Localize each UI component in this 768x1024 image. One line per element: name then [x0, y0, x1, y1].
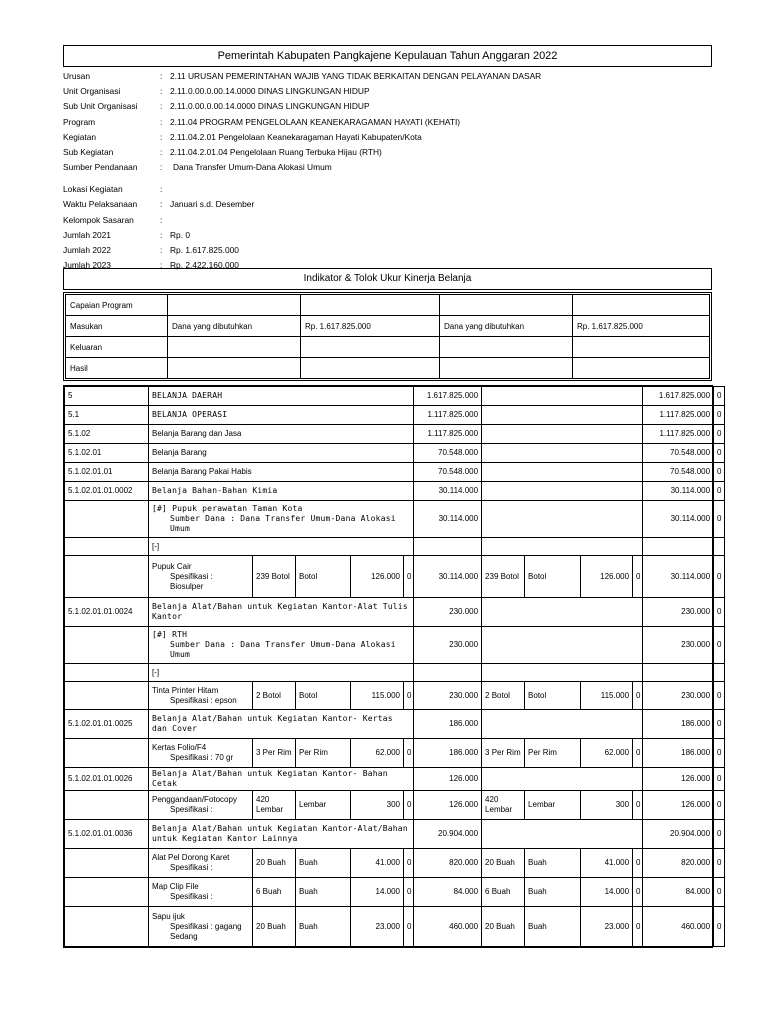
- meta-info: [63, 71, 712, 275]
- volume: 6 Buah: [253, 878, 296, 907]
- price: 300: [581, 791, 633, 820]
- table-row: [65, 768, 725, 791]
- tax: 0: [633, 849, 643, 878]
- table-row: [65, 501, 725, 538]
- account-code: 5.1.02.01.01.0036: [65, 820, 149, 849]
- account-name: Belanja Barang Pakai Habis: [149, 463, 414, 482]
- amount: 1.117.825.000: [643, 406, 714, 425]
- meta-label: Program: [63, 116, 96, 127]
- price: 41.000: [351, 849, 404, 878]
- account-code: 5.1.02: [65, 425, 149, 444]
- group-title: [#] Pupuk perawatan Taman Kota: [152, 504, 303, 513]
- unit: Buah: [525, 907, 581, 947]
- amount: 1.617.825.000: [643, 387, 714, 406]
- table-cell: Keluaran: [66, 337, 168, 358]
- volume: 3 Per Rim: [482, 739, 525, 768]
- table-row: [65, 406, 725, 425]
- group-heading: [149, 501, 414, 538]
- meta-row: Unit Organisasi : 2.11.0.00.0.00.14.0000 DINAS LINGKUNGAN HIDUP: [63, 86, 370, 97]
- table-cell: Capaian Program: [66, 295, 168, 316]
- amount: 230.000: [414, 682, 482, 710]
- difference: 0: [714, 501, 725, 538]
- table-cell: [168, 358, 301, 379]
- amount: 126.000: [414, 791, 482, 820]
- price: 14.000: [581, 878, 633, 907]
- meta-value: 2.11.0.00.0.00.14.0000 DINAS LINGKUNGAN HIDUP: [170, 86, 370, 97]
- difference: 0: [714, 907, 725, 947]
- volume: 2 Botol: [482, 682, 525, 710]
- difference: 0: [714, 627, 725, 664]
- account-code: 5.1.02.01.01.0025: [65, 710, 149, 739]
- volume: 239 Botol: [482, 556, 525, 598]
- meta-row: Kegiatan : 2.11.04.2.01 Pengelolaan Keanekaragaman Hayati Kabupaten/Kota: [63, 131, 422, 142]
- unit: Botol: [296, 556, 351, 598]
- account-name: Belanja Alat/Bahan untuk Kegiatan Kantor-Alat/Bahan untuk Kegiatan Kantor Lainnya: [149, 820, 414, 849]
- account-name: Belanja Alat/Bahan untuk Kegiatan Kantor- Bahan Cetak: [149, 768, 414, 791]
- tax: 0: [633, 739, 643, 768]
- item-name: Sapu ijuk Spesifikasi : gagang Sedang: [149, 907, 253, 947]
- account-name: Belanja Barang dan Jasa: [149, 425, 414, 444]
- tax: 0: [404, 682, 414, 710]
- amount: 30.114.000: [643, 556, 714, 598]
- meta-label: Jumlah 2021: [63, 229, 111, 240]
- meta-value: Rp. 1.617.825.000: [170, 244, 239, 255]
- account-name: BELANJA DAERAH: [149, 387, 414, 406]
- amount: 30.114.000: [414, 482, 482, 501]
- meta-row: Kelompok Sasaran :: [63, 214, 163, 225]
- meta-value: 2.11.0.00.0.00.14.0000 DINAS LINGKUNGAN HIDUP: [170, 101, 370, 112]
- tax: 0: [633, 682, 643, 710]
- meta-value: 2.11.04.2.01 Pengelolaan Keanekaragaman Hayati Kabupaten/Kota: [170, 131, 422, 142]
- difference: 0: [714, 820, 725, 849]
- table-row: [65, 907, 725, 947]
- indikator-title: Indikator & Tolok Ukur Kinerja Belanja: [63, 268, 712, 290]
- table-cell: [573, 358, 710, 379]
- table-row: [66, 358, 710, 379]
- meta-value: Dana Transfer Umum-Dana Alokasi Umum: [173, 162, 332, 173]
- difference: 0: [714, 425, 725, 444]
- price: 126.000: [351, 556, 404, 598]
- account-code: 5.1.02.01: [65, 444, 149, 463]
- volume: 20 Buah: [482, 849, 525, 878]
- funding-source: Sumber Dana : Dana Transfer Umum-Dana Alokasi Umum: [170, 514, 396, 533]
- difference: 0: [714, 878, 725, 907]
- unit: Botol: [525, 682, 581, 710]
- amount: 230.000: [643, 598, 714, 627]
- amount: 30.114.000: [414, 501, 482, 538]
- meta-row: Jumlah 2023 : Rp. 2.422.160.000: [63, 260, 239, 271]
- price: 23.000: [351, 907, 404, 947]
- table-row: [66, 295, 710, 316]
- table-cell: Dana yang dibutuhkan: [168, 316, 301, 337]
- table-row: [65, 682, 725, 710]
- table-cell: [301, 295, 440, 316]
- volume: 239 Botol: [253, 556, 296, 598]
- meta-value: 2.11.04 PROGRAM PENGELOLAAN KEANEKARAGAMAN HAYATI (KEHATI): [170, 116, 461, 127]
- table-row: [66, 316, 710, 337]
- meta-label: Jumlah 2023: [63, 260, 111, 271]
- table-row: [65, 627, 725, 664]
- table-cell: Rp. 1.617.825.000: [301, 316, 440, 337]
- price: 115.000: [351, 682, 404, 710]
- volume: 420 Lembar: [482, 791, 525, 820]
- amount: 460.000: [643, 907, 714, 947]
- item-name: Pupuk Cair Spesifikasi : Biosulper: [149, 556, 253, 598]
- meta-label: Urusan: [63, 71, 90, 81]
- amount: 186.000: [414, 710, 482, 739]
- item-name: Kertas Folio/F4 Spesifikasi : 70 gr: [149, 739, 253, 768]
- table-row: [66, 337, 710, 358]
- tax: 0: [404, 791, 414, 820]
- amount: 230.000: [643, 682, 714, 710]
- meta-row: Jumlah 2022 : Rp. 1.617.825.000: [63, 244, 239, 255]
- meta-label: Kelompok Sasaran: [63, 214, 134, 225]
- meta-label: Sub Kegiatan: [63, 146, 114, 157]
- account-name: Belanja Bahan-Bahan Kimia: [149, 482, 414, 501]
- item-name: Map Clip File Spesifikasi :: [149, 878, 253, 907]
- meta-label: Jumlah 2022: [63, 244, 111, 255]
- table-row: [65, 387, 725, 406]
- unit: Lembar: [525, 791, 581, 820]
- amount: 84.000: [643, 878, 714, 907]
- table-cell: [440, 337, 573, 358]
- price: 300: [351, 791, 404, 820]
- table-row: [65, 556, 725, 598]
- table-cell: [440, 358, 573, 379]
- amount: 1.117.825.000: [414, 406, 482, 425]
- separator-label: [-]: [149, 664, 414, 682]
- tax: 0: [404, 907, 414, 947]
- account-code: 5.1: [65, 406, 149, 425]
- volume: 2 Botol: [253, 682, 296, 710]
- difference: 0: [714, 444, 725, 463]
- table-cell: Dana yang dibutuhkan: [440, 316, 573, 337]
- account-name: BELANJA OPERASI: [149, 406, 414, 425]
- price: 41.000: [581, 849, 633, 878]
- meta-label: Waktu Pelaksanaan: [63, 199, 138, 210]
- difference: 0: [714, 682, 725, 710]
- tax: 0: [633, 791, 643, 820]
- table-cell: [168, 337, 301, 358]
- item-name: Alat Pel Dorong Karet Spesifikasi :: [149, 849, 253, 878]
- volume: 20 Buah: [482, 907, 525, 947]
- meta-row: Program : 2.11.04 PROGRAM PENGELOLAAN KEANEKARAGAMAN HAYATI (KEHATI): [63, 116, 461, 127]
- amount: 70.548.000: [414, 444, 482, 463]
- tax: 0: [633, 878, 643, 907]
- meta-value: Rp. 2.422.160.000: [170, 260, 239, 271]
- unit: Botol: [525, 556, 581, 598]
- table-cell: [440, 295, 573, 316]
- amount: 70.548.000: [643, 463, 714, 482]
- volume: 20 Buah: [253, 907, 296, 947]
- meta-label: Sub Unit Organisasi: [63, 101, 138, 112]
- table-cell: [573, 295, 710, 316]
- amount: 820.000: [414, 849, 482, 878]
- table-row: [65, 598, 725, 627]
- amount: 30.114.000: [643, 482, 714, 501]
- amount: 30.114.000: [414, 556, 482, 598]
- price: 126.000: [581, 556, 633, 598]
- meta-row: Lokasi Kegiatan :: [63, 184, 163, 195]
- meta-row: Jumlah 2021 : Rp. 0: [63, 229, 191, 240]
- funding-source: Sumber Dana : Dana Transfer Umum-Dana Alokasi Umum: [170, 640, 396, 659]
- tax: 0: [404, 739, 414, 768]
- separator-label: [-]: [149, 538, 414, 556]
- unit: Buah: [296, 878, 351, 907]
- table-cell: [168, 295, 301, 316]
- amount: 820.000: [643, 849, 714, 878]
- table-row: [65, 878, 725, 907]
- amount: 230.000: [414, 627, 482, 664]
- volume: 420 Lembar: [253, 791, 296, 820]
- account-code: 5: [65, 387, 149, 406]
- meta-label: Sumber Pendanaan: [63, 162, 138, 173]
- difference: 0: [714, 387, 725, 406]
- amount: 230.000: [643, 627, 714, 664]
- rekening-table: [63, 385, 722, 948]
- table-cell: Hasil: [66, 358, 168, 379]
- difference: 0: [714, 556, 725, 598]
- amount: 1.117.825.000: [414, 425, 482, 444]
- amount: 70.548.000: [414, 463, 482, 482]
- unit: Buah: [525, 878, 581, 907]
- table-row: [65, 482, 725, 501]
- meta-label: Unit Organisasi: [63, 86, 121, 97]
- account-code: 5.1.02.01.01.0002: [65, 482, 149, 501]
- price: 14.000: [351, 878, 404, 907]
- tax: 0: [404, 556, 414, 598]
- unit: Buah: [296, 849, 351, 878]
- meta-row: Waktu Pelaksanaan : Januari s.d. Desember: [63, 199, 255, 210]
- unit: Per Rim: [525, 739, 581, 768]
- table-cell: [301, 337, 440, 358]
- meta-row: Sub Unit Organisasi : 2.11.0.00.0.00.14.0000 DINAS LINGKUNGAN HIDUP: [63, 101, 370, 112]
- amount: 186.000: [414, 739, 482, 768]
- amount: 126.000: [643, 768, 714, 791]
- amount: 70.548.000: [643, 444, 714, 463]
- unit: Botol: [296, 682, 351, 710]
- unit: Buah: [296, 907, 351, 947]
- account-name: Belanja Alat/Bahan untuk Kegiatan Kantor-Alat Tulis Kantor: [149, 598, 414, 627]
- account-name: Belanja Alat/Bahan untuk Kegiatan Kantor- Kertas dan Cover: [149, 710, 414, 739]
- price: 62.000: [351, 739, 404, 768]
- volume: 20 Buah: [253, 849, 296, 878]
- amount: 186.000: [643, 739, 714, 768]
- kinerja-table: [63, 292, 712, 381]
- document-title: Pemerintah Kabupaten Pangkajene Kepulauan Tahun Anggaran 2022: [63, 45, 712, 67]
- price: 62.000: [581, 739, 633, 768]
- meta-label: Lokasi Kegiatan: [63, 184, 123, 195]
- account-code: 5.1.02.01.01: [65, 463, 149, 482]
- meta-value: Januari s.d. Desember: [170, 199, 255, 210]
- difference: 0: [714, 406, 725, 425]
- meta-label: Kegiatan: [63, 131, 97, 142]
- tax: 0: [404, 878, 414, 907]
- table-row: [65, 739, 725, 768]
- tax: 0: [633, 907, 643, 947]
- item-name: Penggandaan/Fotocopy Spesifikasi :: [149, 791, 253, 820]
- unit: Buah: [525, 849, 581, 878]
- meta-row: Sumber Pendanaan : Dana Transfer Umum-Dana Alokasi Umum: [63, 162, 332, 173]
- account-code: 5.1.02.01.01.0026: [65, 768, 149, 791]
- table-row: [65, 849, 725, 878]
- amount: 84.000: [414, 878, 482, 907]
- volume: 6 Buah: [482, 878, 525, 907]
- tax: 0: [404, 849, 414, 878]
- unit: Per Rim: [296, 739, 351, 768]
- account-code: 5.1.02.01.01.0024: [65, 598, 149, 627]
- price: 115.000: [581, 682, 633, 710]
- table-row: [65, 425, 725, 444]
- difference: 0: [714, 482, 725, 501]
- account-name: Belanja Barang: [149, 444, 414, 463]
- table-row: [65, 710, 725, 739]
- group-heading: [149, 627, 414, 664]
- table-cell: [573, 337, 710, 358]
- amount: 186.000: [643, 710, 714, 739]
- difference: 0: [714, 463, 725, 482]
- table-row: [65, 820, 725, 849]
- group-title: [#] RTH: [152, 630, 188, 639]
- meta-value: 2.11.04.2.01.04 Pengelolaan Ruang Terbuka Hijau (RTH): [170, 146, 382, 157]
- table-cell: [301, 358, 440, 379]
- amount: 30.114.000: [643, 501, 714, 538]
- table-row: [65, 538, 725, 556]
- amount: 1.117.825.000: [643, 425, 714, 444]
- difference: 0: [714, 791, 725, 820]
- meta-value: Rp. 0: [170, 229, 191, 240]
- amount: 460.000: [414, 907, 482, 947]
- difference: 0: [714, 768, 725, 791]
- table-row: [65, 444, 725, 463]
- difference: 0: [714, 710, 725, 739]
- unit: Lembar: [296, 791, 351, 820]
- volume: 3 Per Rim: [253, 739, 296, 768]
- amount: 230.000: [414, 598, 482, 627]
- amount: 126.000: [414, 768, 482, 791]
- meta-value: 2.11 URUSAN PEMERINTAHAN WAJIB YANG TIDAK BERKAITAN DENGAN PELAYANAN DASAR: [170, 71, 542, 81]
- table-cell: Masukan: [66, 316, 168, 337]
- difference: 0: [714, 739, 725, 768]
- amount: 126.000: [643, 791, 714, 820]
- meta-row: Sub Kegiatan : 2.11.04.2.01.04 Pengelolaan Ruang Terbuka Hijau (RTH): [63, 146, 382, 157]
- table-cell: Rp. 1.617.825.000: [573, 316, 710, 337]
- price: 23.000: [581, 907, 633, 947]
- difference: 0: [714, 598, 725, 627]
- table-row: [65, 791, 725, 820]
- table-row: [65, 463, 725, 482]
- meta-row: Urusan : 2.11 URUSAN PEMERINTAHAN WAJIB YANG TIDAK BERKAITAN DENGAN PELAYANAN DASAR: [63, 71, 542, 81]
- amount: 20.904.000: [414, 820, 482, 849]
- item-name: Tinta Printer Hitam Spesifikasi : epson: [149, 682, 253, 710]
- amount: 20.904.000: [643, 820, 714, 849]
- difference: 0: [714, 849, 725, 878]
- table-row: [65, 664, 725, 682]
- tax: 0: [633, 556, 643, 598]
- amount: 1.617.825.000: [414, 387, 482, 406]
